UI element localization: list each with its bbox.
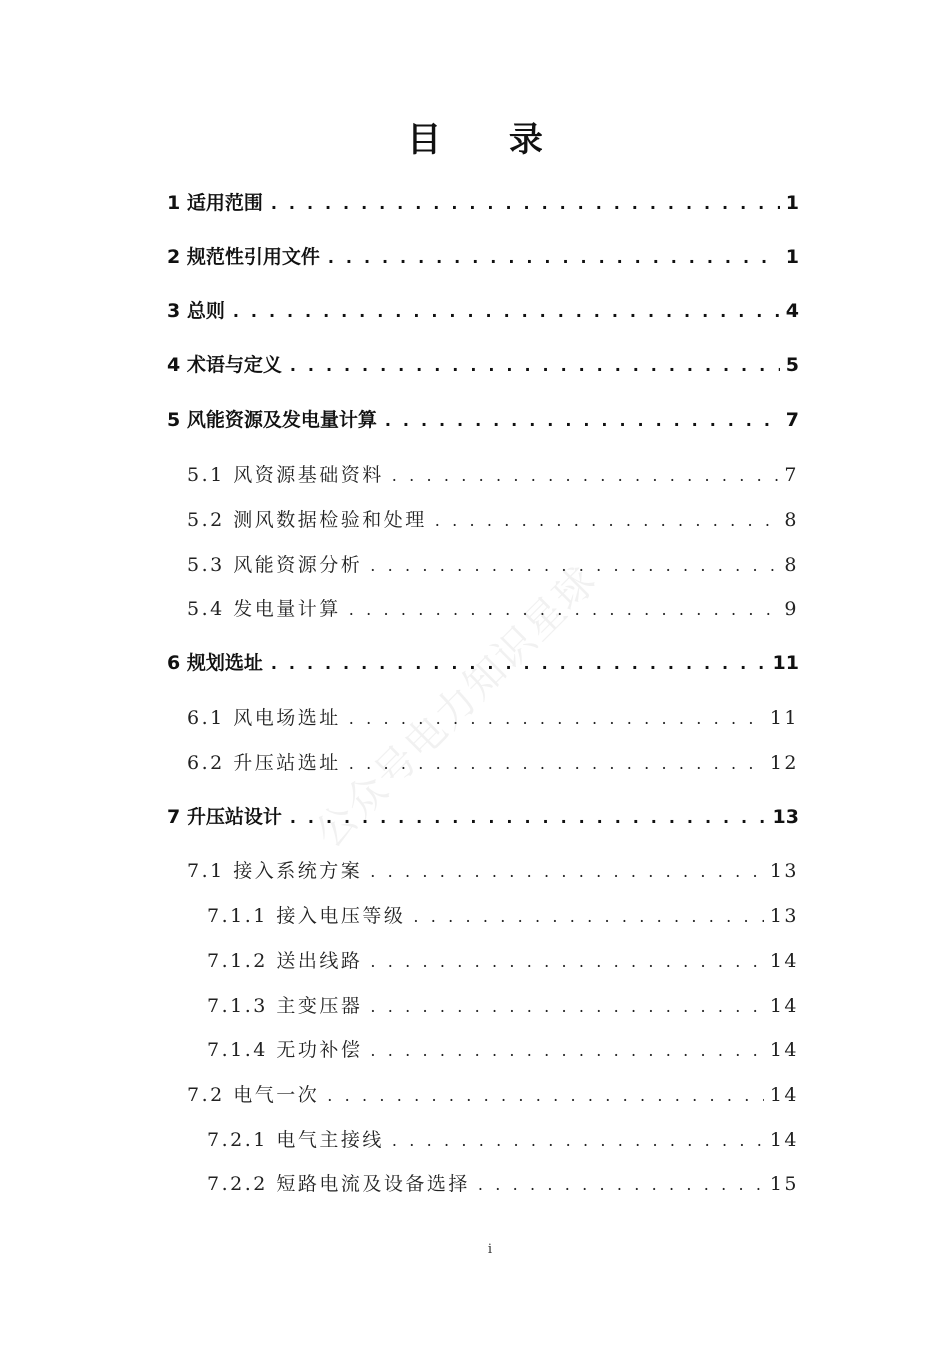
toc-entry-page-number: 11 (772, 652, 799, 674)
toc-entry-label: 7.1.4 无功补偿 (207, 1039, 363, 1061)
toc-entry-label: 6.1 风电场选址 (187, 707, 341, 729)
toc-entry-label: 5.3 风能资源分析 (187, 554, 363, 576)
toc-dot-leader (392, 1126, 764, 1155)
toc-entry-page-number: 1 (785, 192, 799, 214)
toc-entry-page-number: 7 (784, 464, 799, 486)
toc-entry-label: 7.1.2 送出线路 (207, 950, 363, 972)
toc-entry[interactable] (207, 901, 799, 931)
toc-dot-leader (349, 704, 764, 733)
toc-entry[interactable] (187, 856, 799, 886)
toc-dot-leader (370, 992, 763, 1021)
toc-dot-leader (290, 803, 767, 832)
toc-entry-label: 7.2.1 电气主接线 (207, 1129, 384, 1151)
toc-dot-leader (413, 902, 763, 931)
toc-entry-page-number: 4 (785, 300, 799, 322)
toc-entry-page-number: 13 (772, 806, 799, 828)
toc-entry-page-number: 8 (784, 509, 799, 531)
toc-entry-label: 5.1 风资源基础资料 (187, 464, 384, 486)
toc-entry[interactable] (207, 1169, 799, 1199)
toc-dot-leader (370, 551, 778, 580)
toc-entry-label: 5 风能资源及发电量计算 (167, 409, 377, 431)
toc-entry[interactable] (187, 460, 799, 490)
toc-entry-page-number: 1 (785, 246, 799, 268)
toc-entry-page-number: 14 (769, 1084, 799, 1106)
toc-entry-page-number: 12 (769, 752, 799, 774)
toc-entry-label: 5.2 测风数据检验和处理 (187, 509, 427, 531)
toc-entry[interactable] (207, 1035, 799, 1065)
toc-entry[interactable] (167, 242, 799, 272)
toc-dot-leader (290, 351, 780, 380)
toc-entry-page-number: 14 (769, 1039, 799, 1061)
toc-entry[interactable] (167, 648, 799, 678)
toc-entry-label: 7.2.2 短路电流及设备选择 (207, 1173, 470, 1195)
toc-entry-label: 7.1.1 接入电压等级 (207, 905, 406, 927)
toc-entry-page-number: 13 (769, 905, 799, 927)
toc-entry-label: 7.1 接入系统方案 (187, 860, 363, 882)
toc-dot-leader (370, 1036, 763, 1065)
toc-entry-label: 5.4 发电量计算 (187, 598, 341, 620)
toc-entry[interactable] (207, 991, 799, 1021)
toc-dot-leader (271, 649, 767, 678)
toc-dot-leader (327, 1081, 764, 1110)
toc-entry-page-number: 5 (785, 354, 799, 376)
toc-entry-label: 3 总则 (167, 300, 225, 322)
toc-dot-leader (385, 406, 780, 435)
toc-entry[interactable] (167, 296, 799, 326)
toc-entry[interactable] (167, 350, 799, 380)
toc-entry[interactable] (187, 703, 799, 733)
toc-entry[interactable] (187, 748, 799, 778)
toc-entry-page-number: 11 (769, 707, 799, 729)
toc-entry[interactable] (187, 1080, 799, 1110)
toc-dot-leader (349, 749, 764, 778)
watermark: 公众号电力知识星球 (306, 557, 607, 857)
toc-entry-label: 7 升压站设计 (167, 806, 282, 828)
toc-entry-page-number: 14 (769, 995, 799, 1017)
toc-dot-leader (370, 947, 763, 976)
toc-entry[interactable] (187, 505, 799, 535)
toc-entry-page-number: 8 (784, 554, 799, 576)
toc-dot-leader (349, 595, 779, 624)
toc-entry[interactable] (167, 802, 799, 832)
toc-dot-leader (435, 506, 779, 535)
toc-entry-page-number: 13 (769, 860, 799, 882)
toc-entry-page-number: 7 (785, 409, 799, 431)
toc-dot-leader (370, 857, 764, 886)
toc-entry-page-number: 14 (769, 1129, 799, 1151)
toc-dot-leader (328, 243, 780, 272)
toc-entry-label: 7.2 电气一次 (187, 1084, 320, 1106)
toc-entry-label: 2 规范性引用文件 (167, 246, 320, 268)
toc-entry[interactable] (167, 405, 799, 435)
toc-entry[interactable] (167, 188, 799, 218)
toc-entry-page-number: 14 (769, 950, 799, 972)
toc-entry[interactable] (187, 550, 799, 580)
toc-dot-leader (478, 1170, 764, 1199)
toc-dot-leader (271, 189, 780, 218)
toc-entry-label: 7.1.3 主变压器 (207, 995, 363, 1017)
toc-entry-label: 4 术语与定义 (167, 354, 282, 376)
toc-entry-page-number: 9 (784, 598, 799, 620)
page-number-footer: i (487, 1242, 493, 1257)
toc-entry[interactable] (187, 594, 799, 624)
toc-dot-leader (233, 297, 780, 326)
toc-entry-page-number: 15 (769, 1173, 799, 1195)
toc-dot-leader (392, 461, 779, 490)
toc-entry[interactable] (207, 1125, 799, 1155)
toc-entry[interactable] (207, 946, 799, 976)
toc-entry-label: 6.2 升压站选址 (187, 752, 341, 774)
toc-entry-label: 1 适用范围 (167, 192, 263, 214)
page-title: 目 录 (407, 120, 571, 160)
toc-entry-label: 6 规划选址 (167, 652, 263, 674)
